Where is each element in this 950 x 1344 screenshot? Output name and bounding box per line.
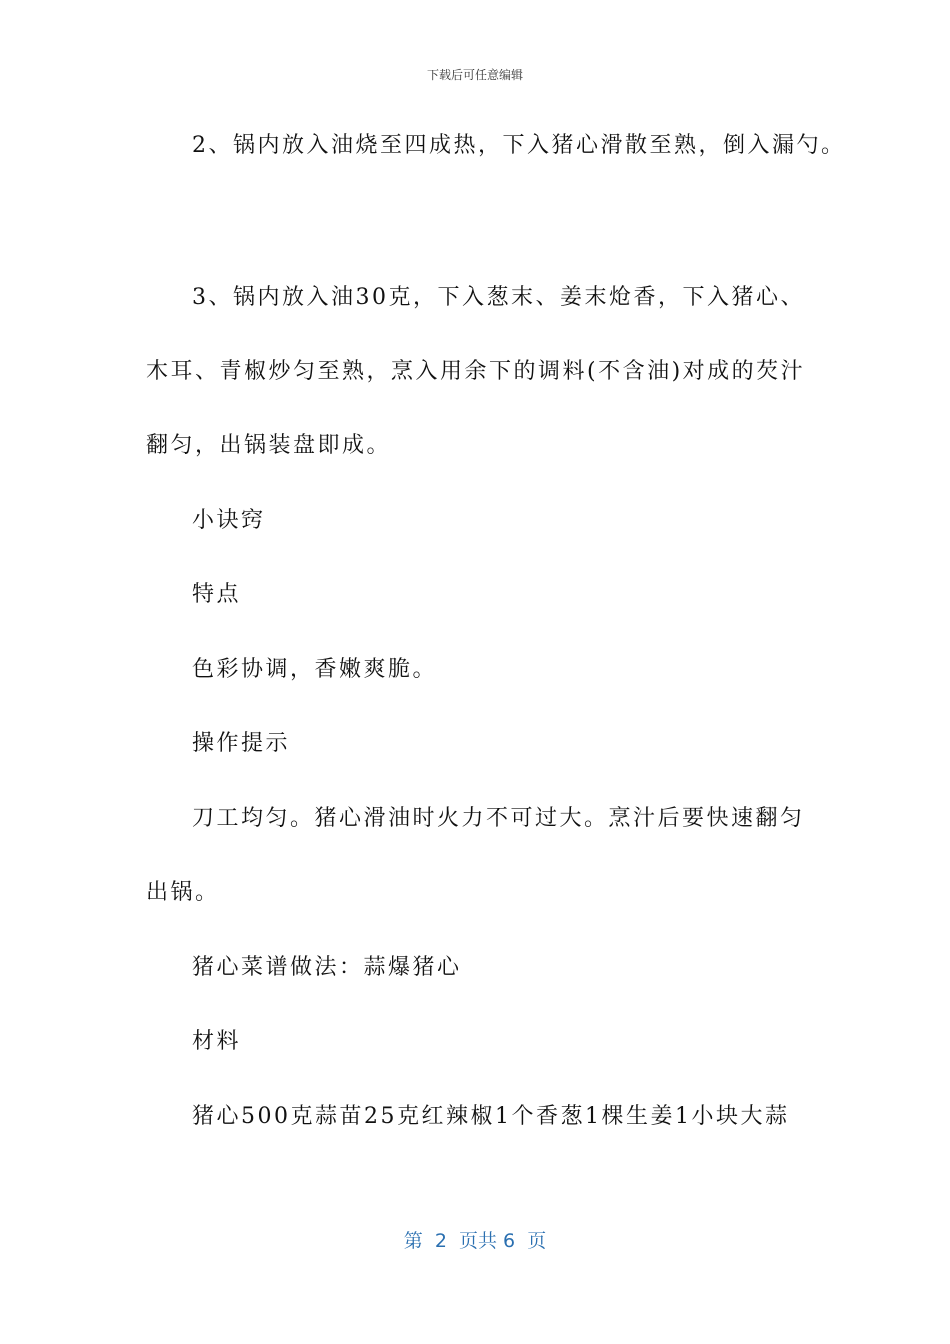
paragraph-line: 2、锅内放入油烧至四成热，下入猪心滑散至熟，倒入漏勺。 <box>192 133 846 158</box>
paragraph-line: 出锅。 <box>146 880 220 905</box>
section-heading: 操作提示 <box>192 731 291 756</box>
paragraph-line: 翻匀，出锅装盘即成。 <box>146 433 392 458</box>
section-heading: 材料 <box>192 1029 242 1054</box>
paragraph-line: 木耳、青椒炒匀至熟，烹入用余下的调料(不含油)对成的芡汁 <box>146 359 806 384</box>
paragraph-line: 色彩协调，香嫩爽脆。 <box>192 657 438 682</box>
section-heading: 特点 <box>192 582 242 607</box>
paragraph-line: 猪心500克蒜苗25克红辣椒1个香葱1棵生姜1小块大蒜 <box>192 1104 790 1129</box>
page-header: 下载后可任意编辑 <box>426 68 523 82</box>
recipe-title: 猪心菜谱做法：蒜爆猪心 <box>192 955 462 980</box>
section-heading: 小诀窍 <box>192 508 266 533</box>
paragraph-line: 3、锅内放入油30克，下入葱末、姜末炝香，下入猪心、 <box>192 285 805 310</box>
paragraph-line: 刀工均匀。猪心滑油时火力不可过大。烹汁后要快速翻匀 <box>192 806 805 831</box>
page-footer: 第 2 页共 6 页 <box>403 1230 547 1252</box>
